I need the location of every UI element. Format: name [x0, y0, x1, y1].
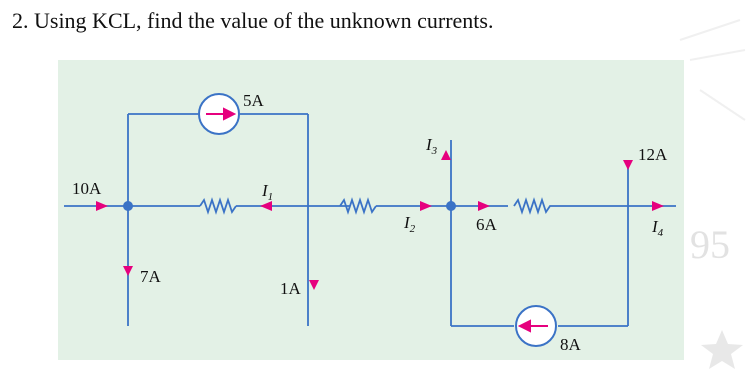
- label-8a: 8A: [560, 335, 581, 354]
- label-i2-sub: 2: [409, 223, 416, 235]
- label-1a: 1A: [280, 279, 301, 298]
- label-10a: 10A: [72, 179, 102, 198]
- label-i4-main: I: [652, 217, 658, 236]
- node-middle: [446, 201, 456, 211]
- label-6a: 6A: [476, 215, 497, 234]
- label-i3-main: I: [426, 135, 432, 154]
- label-i4-sub: 4: [657, 227, 664, 239]
- star-icon: [701, 330, 743, 369]
- question-text: 2. Using KCL, find the value of the unknown currents.: [12, 8, 494, 33]
- label-7a: 7A: [140, 267, 161, 286]
- label-i2-main: I: [404, 213, 410, 232]
- watermark-text: 95: [690, 222, 730, 267]
- label-5a: 5A: [243, 91, 264, 110]
- circuit-diagram: [58, 60, 684, 360]
- label-i3-sub: 3: [431, 145, 438, 157]
- label-i1-sub: 1: [267, 191, 274, 203]
- label-12a: 12A: [638, 145, 668, 164]
- node-left: [123, 201, 133, 211]
- label-i1-main: I: [262, 181, 268, 200]
